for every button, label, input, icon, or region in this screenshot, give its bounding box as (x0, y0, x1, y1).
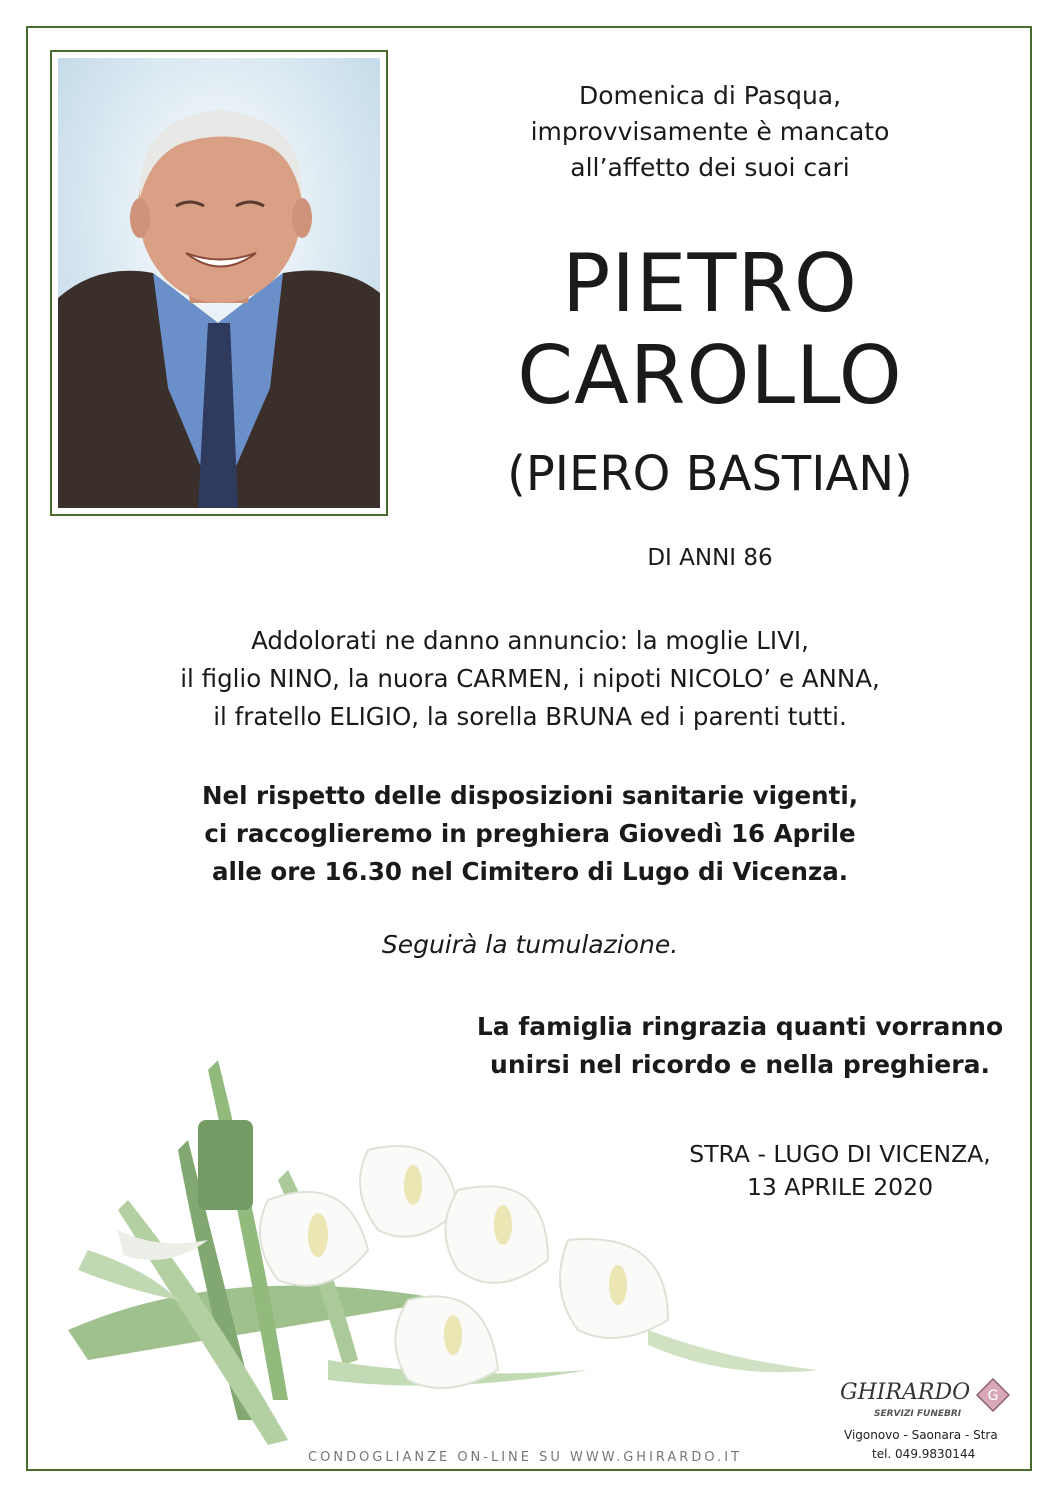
last-name: CAROLLO (517, 329, 903, 422)
announcement-line-2: il figlio NINO, la nuora CARMEN, i nipoti NICOLO’ e ANNA, (180, 664, 880, 693)
notice-line-2: ci raccoglieremo in preghiera Giovedì 16 Aprile (204, 819, 856, 848)
ceremony-notice (80, 777, 980, 891)
place-date (640, 1138, 1040, 1204)
agency-diamond-icon (976, 1378, 1010, 1412)
first-name: PIETRO (562, 237, 858, 330)
date-line: 13 APRILE 2020 (746, 1173, 934, 1201)
thanks-text (440, 1008, 1040, 1084)
condolences-footer: CONDOGLIANZE ON-LINE SU WWW.GHIRARDO.IT (308, 1450, 742, 1465)
agency-name: GHIRARDO (840, 1380, 971, 1405)
intro-line-2: improvvisamente è mancato (530, 117, 890, 146)
agency-logo (832, 1376, 1022, 1464)
announcement-line-3: il fratello ELIGIO, la sorella BRUNA ed i parenti tutti. (213, 702, 847, 731)
portrait-photo (58, 58, 380, 508)
thanks-line-1: La famiglia ringrazia quanti vorranno (476, 1012, 1004, 1041)
thanks-line-2: unirsi nel ricordo e nella preghiera. (490, 1050, 990, 1079)
agency-mark-letter: G (987, 1388, 999, 1404)
notice-line-1: Nel rispetto delle disposizioni sanitarie vigenti, (201, 781, 859, 810)
announcement-text (80, 622, 980, 736)
intro-text (490, 78, 930, 186)
portrait-frame (50, 50, 388, 516)
burial-note: Seguirà la tumulazione. (381, 930, 679, 959)
announcement-line-1: Addolorati ne danno annuncio: la moglie LIVI, (251, 626, 809, 655)
agency-phone: tel. 049.9830144 (872, 1447, 976, 1461)
intro-line-3: all’affetto dei suoi cari (570, 153, 850, 182)
place-line: STRA - LUGO DI VICENZA, (689, 1140, 991, 1168)
agency-towns: Vigonovo - Saonara - Stra (844, 1428, 998, 1442)
nickname: (PIERO BASTIAN) (507, 446, 913, 502)
age-line: DI ANNI 86 (647, 545, 773, 571)
notice-line-3: alle ore 16.30 nel Cimitero di Lugo di Vicenza. (211, 857, 849, 886)
agency-subtitle: SERVIZI FUNEBRI (874, 1409, 962, 1419)
intro-line-1: Domenica di Pasqua, (578, 81, 842, 110)
